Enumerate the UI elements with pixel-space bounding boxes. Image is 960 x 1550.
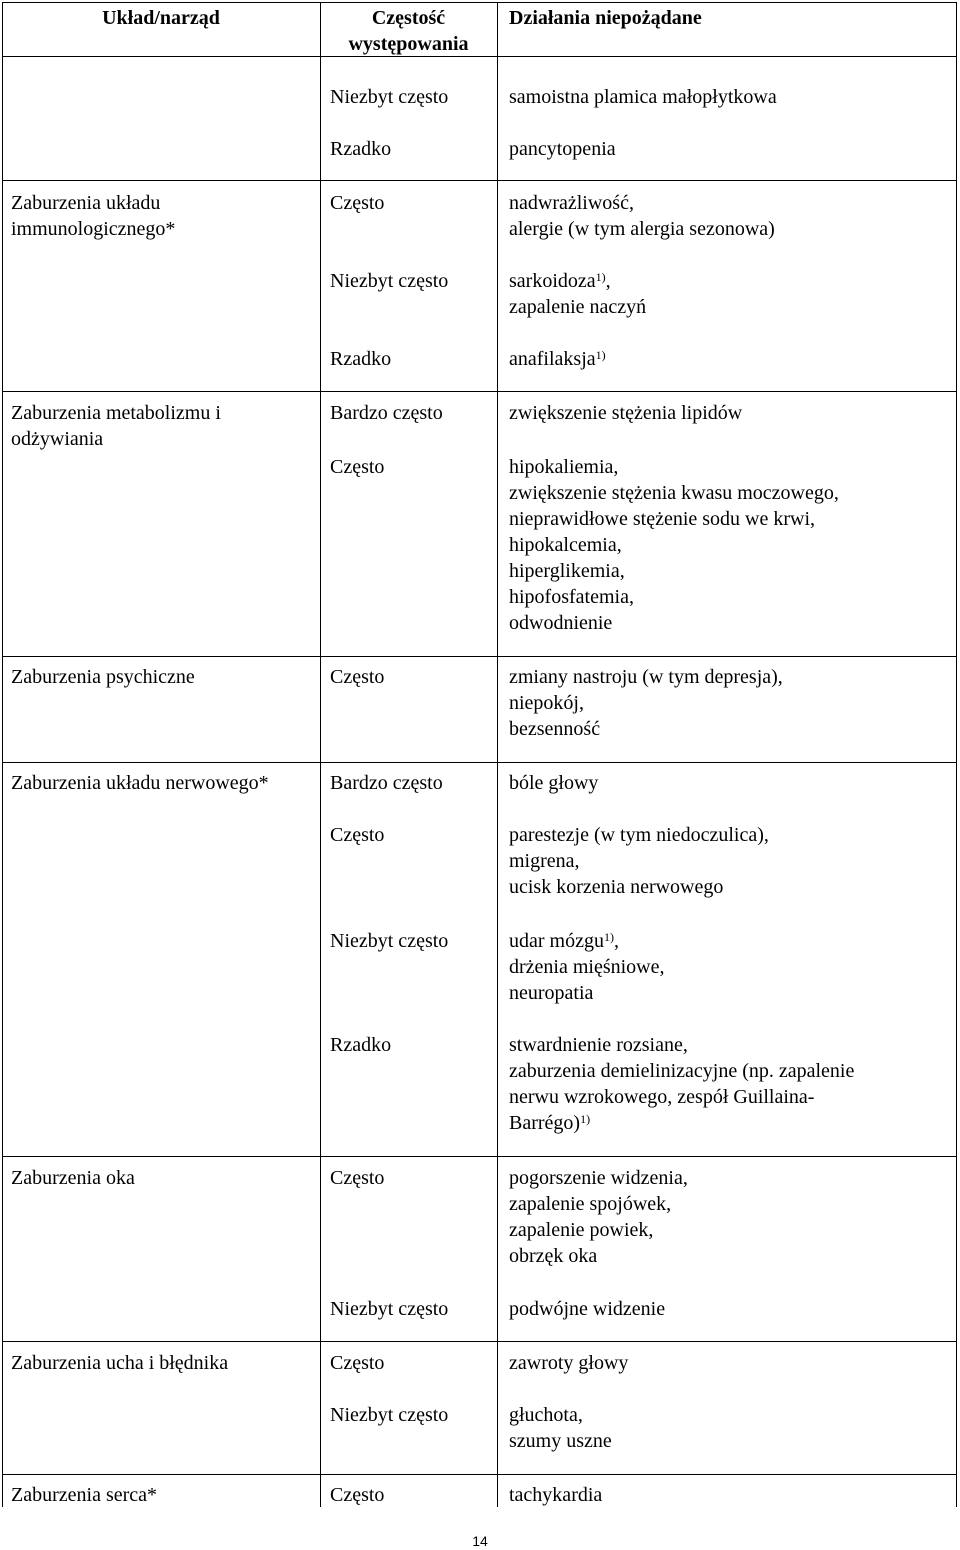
row-divider [2, 180, 957, 181]
organ-cell [11, 1482, 157, 1508]
row-divider [2, 762, 957, 763]
effects-cell [509, 928, 665, 1006]
frequency-cell: Niezbyt często [330, 270, 449, 292]
header-organ: Układ/narząd [102, 7, 220, 29]
effect-line: Barrégo)$^{1)}$ [509, 1112, 591, 1134]
effects-cell [509, 400, 742, 426]
frequency-cell: Często [330, 1352, 385, 1374]
effect-line: szumy uszne [509, 1430, 612, 1452]
effect-line: hipofosfatemia, [509, 586, 634, 608]
effects-cell [509, 664, 783, 742]
effect-line: zwiększenie stężenia kwasu moczowego, [509, 482, 839, 504]
effect-line: zwiększenie stężenia lipidów [509, 402, 743, 424]
effect-line: samoistna plamica małopłytkowa [509, 86, 777, 108]
effect-line: zapalenie naczyń [509, 296, 647, 318]
effect-line: alergie (w tym alergia sezonowa) [509, 218, 775, 240]
effect-line: zapalenie powiek, [509, 1219, 654, 1241]
effect-line: bezsenność [509, 718, 601, 740]
organ-cell [11, 1350, 228, 1376]
effects-cell [509, 1165, 688, 1269]
effects-cell [509, 1296, 665, 1322]
effects-cell [509, 268, 646, 320]
effect-line: sarkoidoza$^{1)}$, [509, 270, 611, 292]
effects-cell [509, 190, 775, 242]
border-top [2, 2, 957, 3]
effects-cell [509, 770, 598, 796]
organ-line: Zaburzenia serca* [11, 1484, 158, 1506]
frequency-cell: Często [330, 192, 385, 214]
organ-line: immunologicznego* [11, 218, 176, 240]
effects-cell [509, 454, 839, 636]
effect-line: nerwu wzrokowego, zespół Guillaina- [509, 1086, 815, 1108]
row-divider [2, 1341, 957, 1342]
effect-line: udar mózgu$^{1)}$, [509, 930, 619, 952]
frequency-cell: Bardzo często [330, 772, 443, 794]
effect-line: drżenia mięśniowe, [509, 956, 665, 978]
frequency-cell: Często [330, 824, 385, 846]
effect-line: neuropatia [509, 982, 594, 1004]
row-divider [2, 1474, 957, 1475]
border-left [2, 2, 3, 1507]
effects-cell [509, 1032, 854, 1136]
organ-cell [11, 770, 269, 796]
effects-cell [509, 84, 777, 110]
effects-cell [509, 346, 606, 372]
organ-cell [11, 664, 195, 690]
header-frequency-line2: występowania [348, 33, 469, 55]
organ-line: Zaburzenia ucha i błędnika [11, 1352, 229, 1374]
effect-line: hiperglikemia, [509, 560, 625, 582]
frequency-cell: Niezbyt często [330, 930, 449, 952]
header-frequency-line1: Częstość [371, 7, 446, 29]
organ-line: Zaburzenia psychiczne [11, 666, 195, 688]
frequency-cell: Często [330, 666, 385, 688]
effects-cell [509, 822, 769, 900]
organ-cell [11, 190, 175, 242]
organ-cell [11, 400, 221, 452]
effect-line: tachykardia [509, 1484, 603, 1506]
border-right [956, 2, 957, 1507]
frequency-cell: Bardzo często [330, 402, 443, 424]
frequency-cell: Rzadko [330, 348, 392, 370]
page-number: 14 [472, 1533, 488, 1549]
effect-line: pancytopenia [509, 138, 616, 160]
effect-line: pogorszenie widzenia, [509, 1167, 688, 1189]
effect-line: zmiany nastroju (w tym depresja), [509, 666, 783, 688]
effect-line: niepokój, [509, 692, 584, 714]
effects-cell [509, 136, 616, 162]
row-divider [2, 656, 957, 657]
frequency-cell: Rzadko [330, 138, 392, 160]
frequency-cell: Często [330, 456, 385, 478]
organ-line: Zaburzenia metabolizmu i [11, 402, 221, 424]
effect-line: zaburzenia demielinizacyjne (np. zapalenie [509, 1060, 855, 1082]
organ-line: odżywiania [11, 428, 104, 450]
frequency-cell: Niezbyt często [330, 1298, 449, 1320]
frequency-cell: Niezbyt często [330, 1404, 449, 1426]
effects-cell [509, 1402, 612, 1454]
effect-line: anafilaksja$^{1)}$ [509, 348, 606, 370]
effect-line: bóle głowy [509, 772, 599, 794]
organ-line: Zaburzenia układu nerwowego* [11, 772, 269, 794]
row-divider [2, 391, 957, 392]
effect-line: nieprawidłowe stężenie sodu we krwi, [509, 508, 816, 530]
effect-line: obrzęk oka [509, 1245, 598, 1267]
effect-line: ucisk korzenia nerwowego [509, 876, 724, 898]
organ-line: Zaburzenia oka [11, 1167, 135, 1189]
effects-cell [509, 1482, 602, 1508]
frequency-cell: Często [330, 1167, 385, 1189]
effect-line: odwodnienie [509, 612, 613, 634]
row-divider [2, 1156, 957, 1157]
organ-cell [11, 1165, 135, 1191]
effect-line: zawroty głowy [509, 1352, 629, 1374]
header-effects: Działania niepożądane [509, 7, 702, 29]
effect-line: podwójne widzenie [509, 1298, 666, 1320]
frequency-cell: Niezbyt często [330, 86, 449, 108]
effect-line: hipokalcemia, [509, 534, 622, 556]
frequency-cell: Rzadko [330, 1034, 392, 1056]
effect-line: nadwrażliwość, [509, 192, 634, 214]
effects-cell [509, 1350, 628, 1376]
effect-line: głuchota, [509, 1404, 583, 1426]
effect-line: migrena, [509, 850, 580, 872]
effect-line: parestezje (w tym niedoczulica), [509, 824, 769, 846]
header-frequency [320, 5, 497, 57]
effect-line: zapalenie spojówek, [509, 1193, 672, 1215]
effect-line: hipokaliemia, [509, 456, 619, 478]
border-col-2 [497, 2, 498, 1507]
organ-line: Zaburzenia układu [11, 192, 161, 214]
border-col-1 [320, 2, 321, 1507]
frequency-cell: Często [330, 1484, 385, 1506]
effect-line: stwardnienie rozsiane, [509, 1034, 688, 1056]
